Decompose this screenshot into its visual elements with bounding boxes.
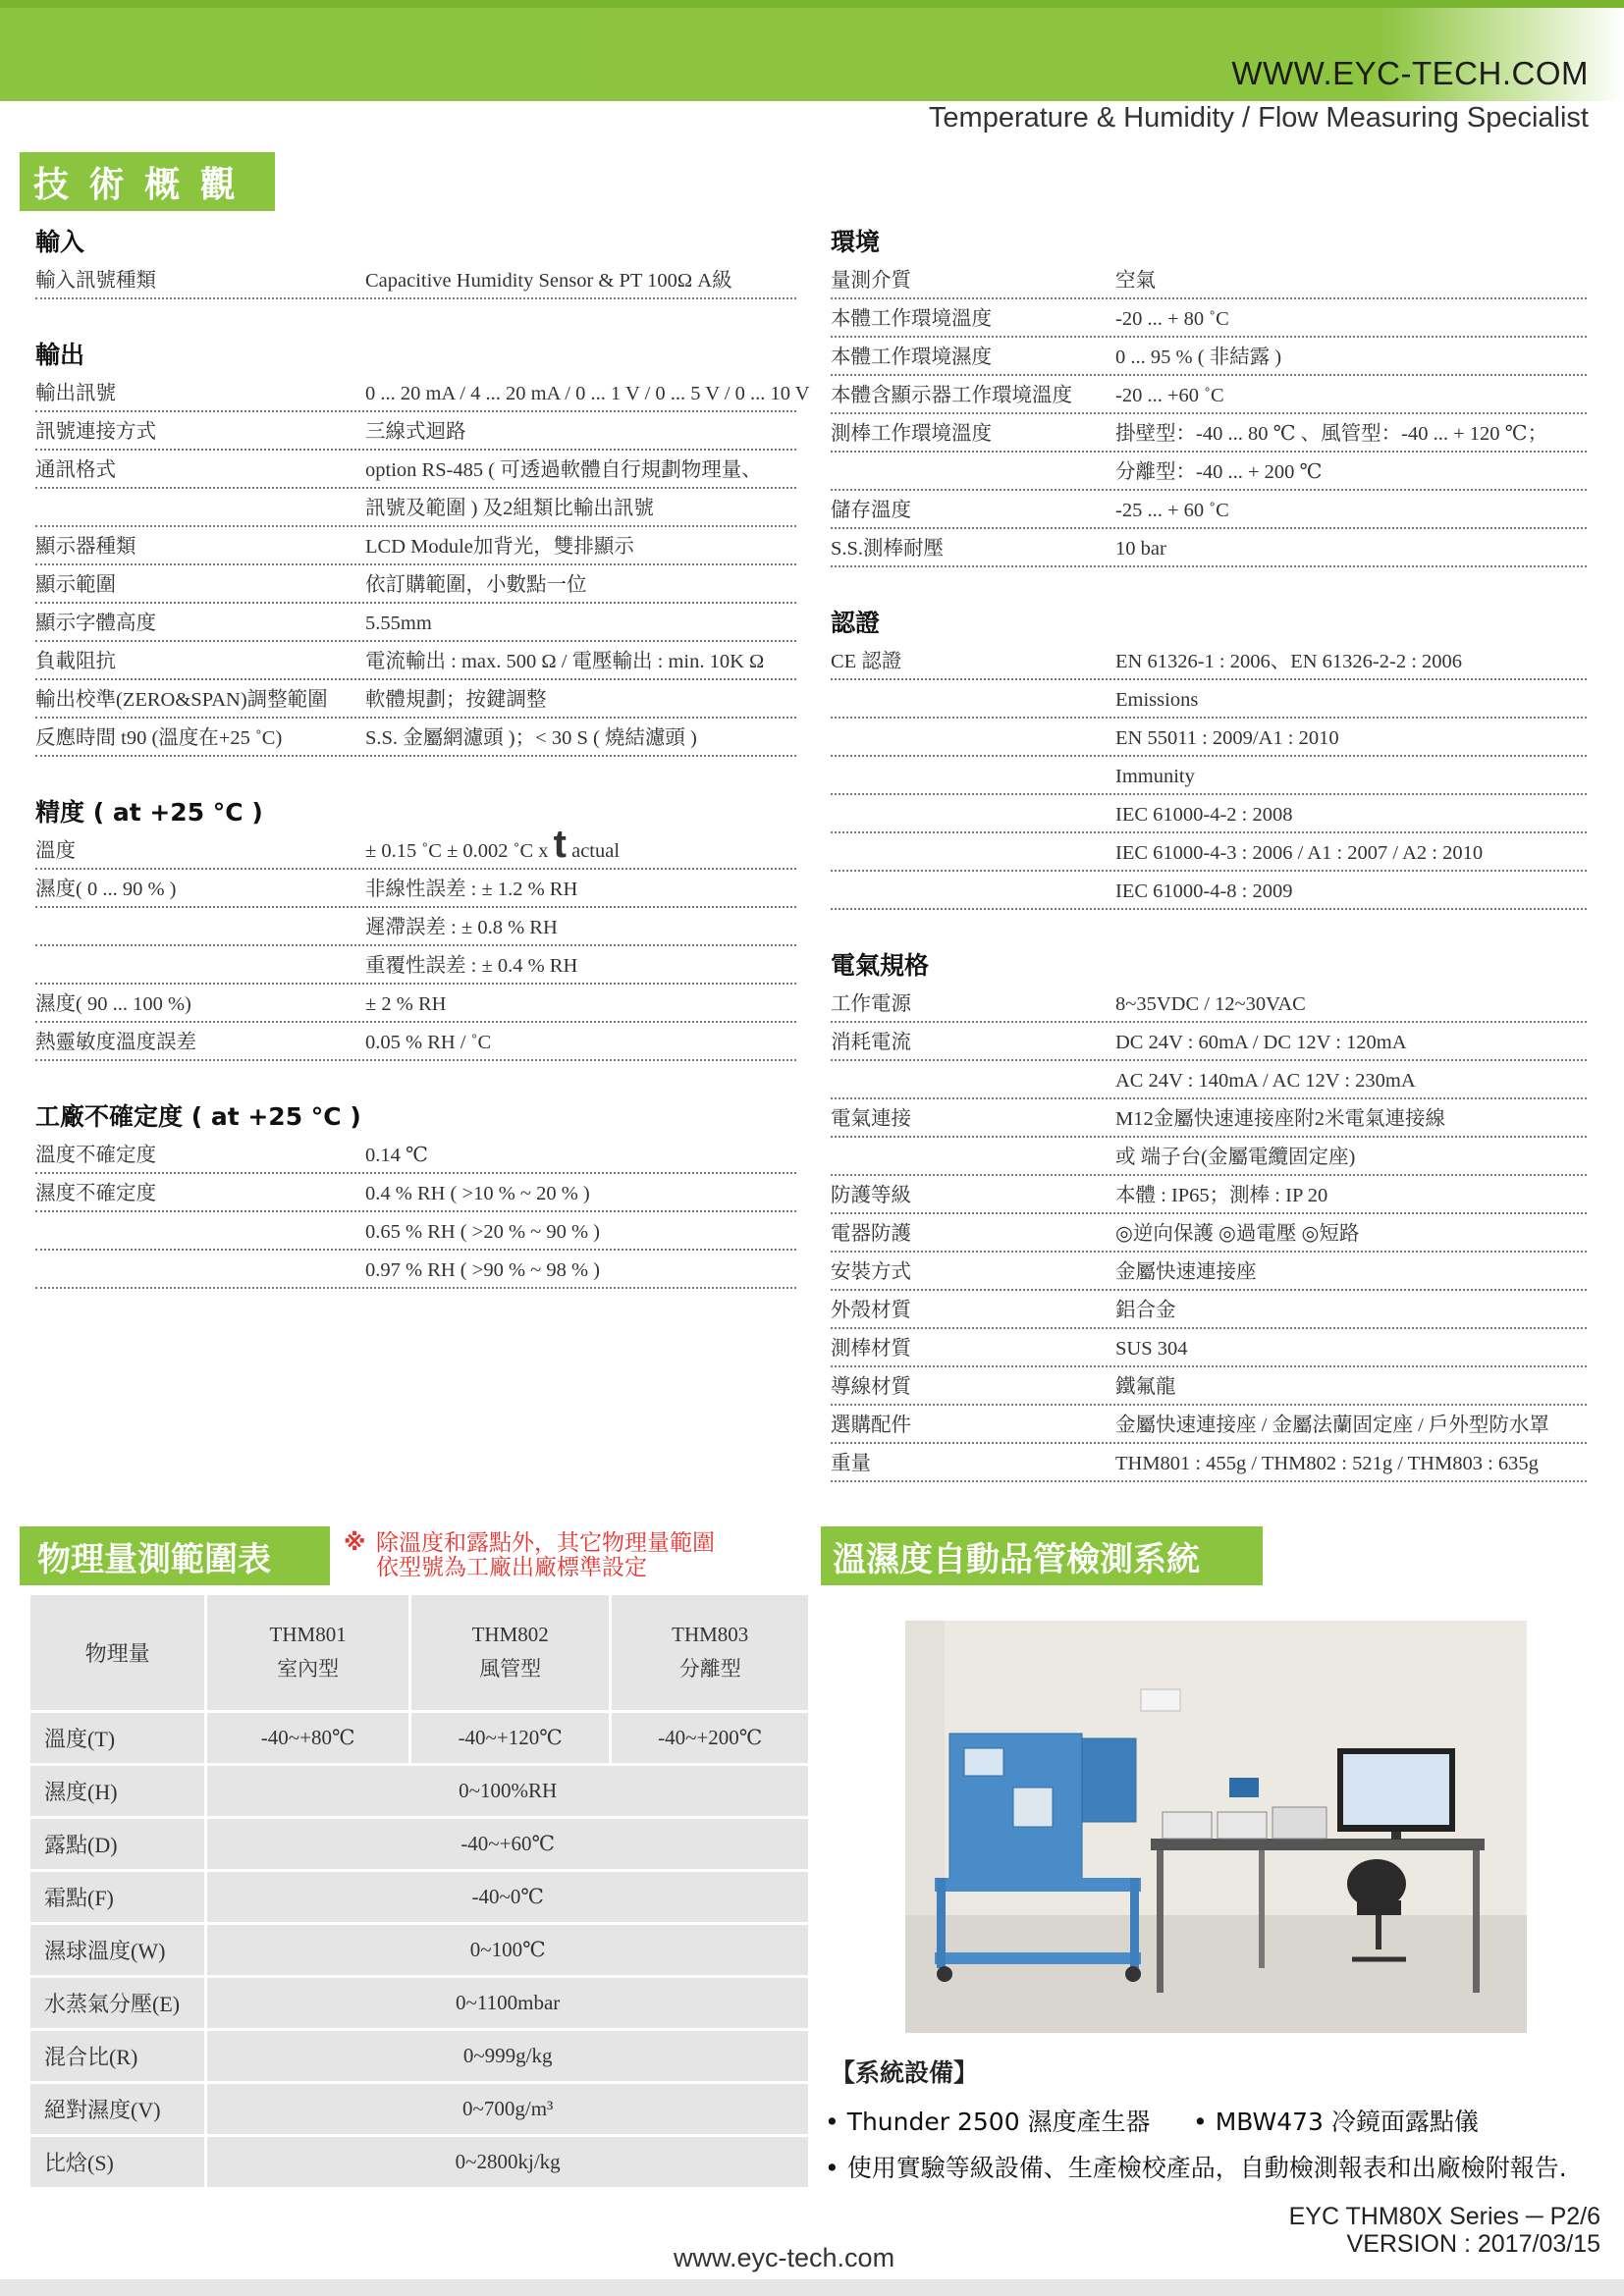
spec-group-accuracy xyxy=(35,794,796,1061)
group-title: 環境 xyxy=(831,228,881,256)
spec-key: 安裝方式 xyxy=(831,1261,911,1283)
spec-value: 空氣 xyxy=(1115,270,1156,292)
spec-row xyxy=(831,680,1587,719)
site-url[interactable]: WWW.EYC-TECH.COM xyxy=(1231,55,1589,91)
spec-value: 5.55mm xyxy=(365,613,432,634)
spacer xyxy=(831,910,1587,947)
spec-row xyxy=(831,1367,1587,1406)
note-line-1: 除溫度和露點外，其它物理量範圍 xyxy=(376,1530,715,1556)
range-row-label: 溫度(T) xyxy=(30,1713,204,1763)
spec-value: 訊號及範圍 ) 及2組類比輸出訊號 xyxy=(365,498,654,519)
spec-value: 10 bar xyxy=(1115,538,1166,560)
spec-value: -20 ... +60 ˚C xyxy=(1115,385,1224,406)
spacer xyxy=(831,567,1587,605)
group-rows xyxy=(35,261,796,299)
spec-key xyxy=(35,1212,365,1249)
spec-value: THM801 : 455g / THM802 : 521g / THM803 : 635g xyxy=(1115,1453,1539,1474)
tagline: Temperature & Humidity / Flow Measuring Specialist xyxy=(928,102,1589,133)
range-value: 0~100%RH xyxy=(207,1766,808,1816)
spec-key: 工作電源 xyxy=(831,993,911,1015)
spec-row xyxy=(831,261,1587,299)
spec-row xyxy=(831,719,1587,757)
spec-key xyxy=(35,946,365,983)
model-code: THM803 xyxy=(672,1623,749,1646)
footer-version: VERSION : 2017/03/15 xyxy=(1346,2230,1600,2258)
spec-key xyxy=(831,1061,1115,1097)
range-value: -40~0℃ xyxy=(207,1872,808,1922)
range-value: -40~+120℃ xyxy=(411,1713,610,1763)
spec-value: 0.97 % RH ( >90 % ~ 98 % ) xyxy=(365,1259,601,1281)
range-section-title-text: 物理量測範圍表 xyxy=(37,1539,271,1579)
spec-value: 軟體規劃；按鍵調整 xyxy=(365,689,547,711)
spec-key: 本體工作環境濕度 xyxy=(831,347,992,368)
spec-value-symbol: t xyxy=(553,823,567,866)
spec-key: 輸入訊號種類 xyxy=(35,270,156,292)
spec-value: 遲滯誤差 : ± 0.8 % RH xyxy=(365,917,558,938)
spec-value: 金屬快速連接座 xyxy=(1115,1261,1257,1283)
spec-value: 電流輸出 : max. 500 Ω / 電壓輸出 : min. 10K Ω xyxy=(365,651,765,672)
spec-row xyxy=(35,1212,796,1251)
spec-row xyxy=(831,1023,1587,1061)
spec-row xyxy=(35,680,796,719)
range-row xyxy=(30,1925,808,1975)
header-stripe xyxy=(0,0,1624,8)
spec-key: 輸出訊號 xyxy=(35,383,116,404)
range-row-label: 露點(D) xyxy=(30,1819,204,1869)
header-model-thm801 xyxy=(207,1595,408,1710)
note-line-2: 依型號為工廠出廠標準設定 xyxy=(376,1555,647,1580)
spec-value-pre: ± 0.15 ˚C ± 0.002 ˚C x xyxy=(365,840,554,862)
group-rows xyxy=(831,261,1587,567)
spec-key xyxy=(831,1138,1115,1174)
spec-row xyxy=(35,374,810,412)
tech-overview-title-text: 技 術 概 觀 xyxy=(33,164,240,205)
spec-value: IEC 61000-4-3 : 2006 / A1 : 2007 / A2 : 2010 xyxy=(1115,842,1484,864)
spec-key xyxy=(831,757,1115,793)
spec-row xyxy=(35,1174,796,1212)
spec-key: 顯示器種類 xyxy=(35,536,136,558)
spec-value: 鋁合金 xyxy=(1115,1300,1176,1321)
spec-key: 本體含顯示器工作環境溫度 xyxy=(831,385,1072,406)
spec-key: 電氣連接 xyxy=(831,1108,911,1130)
group-title: 精度 ( at +25 °C ) xyxy=(35,798,263,827)
group-rows xyxy=(35,823,796,1061)
spec-key xyxy=(831,795,1115,831)
spec-row xyxy=(831,757,1587,795)
spec-key: 顯示字體高度 xyxy=(35,613,156,634)
spec-value: ± 2 % RH xyxy=(365,993,447,1015)
spec-key: 測棒材質 xyxy=(831,1338,911,1360)
range-row-label: 霜點(F) xyxy=(30,1872,204,1922)
model-type: 室內型 xyxy=(277,1657,340,1681)
spec-row xyxy=(35,412,796,451)
spec-row xyxy=(831,1214,1587,1253)
spec-row xyxy=(831,414,1587,453)
group-title: 輸出 xyxy=(35,341,85,369)
range-value: 0~2800kj/kg xyxy=(207,2137,808,2187)
spec-value: 或 端子台(金屬電纜固定座) xyxy=(1115,1147,1356,1168)
spec-key xyxy=(831,833,1115,870)
group-title: 電氣規格 xyxy=(831,951,930,980)
spec-row xyxy=(35,1251,796,1289)
range-table-header xyxy=(30,1595,808,1710)
range-value: -40~+60℃ xyxy=(207,1819,808,1869)
spec-row xyxy=(831,491,1587,529)
spec-row xyxy=(35,908,796,946)
range-row xyxy=(30,2084,808,2134)
spec-group-electrical xyxy=(831,947,1587,1482)
group-title: 輸入 xyxy=(35,228,85,256)
spec-value: ◎逆向保護 ◎過電壓 ◎短路 xyxy=(1115,1223,1360,1245)
spec-key: 量測介質 xyxy=(831,270,911,292)
spec-row xyxy=(831,529,1587,567)
spec-value: 0 ... 20 mA / 4 ... 20 mA / 0 ... 1 V / 0 ... 5 V / 0 ... 10 V xyxy=(365,383,810,404)
spec-key: 外殼材質 xyxy=(831,1300,911,1321)
spec-value: AC 24V : 140mA / AC 12V : 230mA xyxy=(1115,1070,1416,1092)
spacer xyxy=(35,299,796,337)
spec-value: IEC 61000-4-8 : 2009 xyxy=(1115,881,1293,902)
spec-key: 熱靈敏度溫度誤差 xyxy=(35,1032,196,1053)
spec-value: SUS 304 xyxy=(1115,1338,1188,1360)
footer-series: EYC THM80X Series ─ P2/6 xyxy=(1288,2203,1600,2230)
spec-row xyxy=(831,1061,1587,1099)
qc-section-title xyxy=(821,1526,1263,1585)
spec-row xyxy=(831,376,1587,414)
spec-value: 8~35VDC / 12~30VAC xyxy=(1115,993,1306,1015)
spec-row xyxy=(35,870,796,908)
spec-key: 溫度 xyxy=(35,840,76,862)
spec-value xyxy=(365,823,796,868)
spec-value: -25 ... + 60 ˚C xyxy=(1115,500,1229,521)
spec-value: 重覆性誤差 : ± 0.4 % RH xyxy=(365,955,578,977)
header-model-thm803 xyxy=(612,1595,808,1710)
spec-row xyxy=(35,527,796,565)
spec-value: 0.65 % RH ( >20 % ~ 90 % ) xyxy=(365,1221,601,1243)
spec-row xyxy=(831,833,1587,872)
spec-key: 儲存溫度 xyxy=(831,500,911,521)
spec-row xyxy=(831,299,1587,338)
spec-value: option RS-485 ( 可透過軟體自行規劃物理量、 xyxy=(365,459,762,481)
spec-key: 濕度不確定度 xyxy=(35,1183,156,1204)
range-row-label: 比焓(S) xyxy=(30,2137,204,2187)
spec-value: Immunity xyxy=(1115,766,1195,787)
spec-row xyxy=(35,261,796,299)
spec-row xyxy=(831,1138,1587,1176)
spec-key: 本體工作環境溫度 xyxy=(831,308,992,330)
qc-lab-photo xyxy=(905,1621,1527,2033)
equip-title: 【系統設備】 xyxy=(831,2058,979,2087)
spec-value: 分離型：-40 ... + 200 ℃ xyxy=(1115,461,1323,483)
model-code: THM802 xyxy=(471,1623,549,1646)
range-row-label: 濕球溫度(W) xyxy=(30,1925,204,1975)
range-row-label: 水蒸氣分壓(E) xyxy=(30,1978,204,2028)
group-rows xyxy=(831,985,1587,1482)
spec-row xyxy=(831,1444,1587,1482)
spec-value: 0.4 % RH ( >10 % ~ 20 % ) xyxy=(365,1183,590,1204)
spec-key: 選購配件 xyxy=(831,1415,911,1436)
spec-group-certification xyxy=(831,605,1587,910)
range-row-label: 絕對濕度(V) xyxy=(30,2084,204,2134)
spec-row xyxy=(831,872,1587,910)
spec-key xyxy=(831,680,1115,717)
qc-section-title-text: 溫濕度自動品管檢測系統 xyxy=(833,1539,1200,1579)
range-row xyxy=(30,2137,808,2187)
range-row xyxy=(30,1766,808,1816)
spec-key: 輸出校準(ZERO&SPAN)調整範圍 xyxy=(35,689,328,711)
spec-key xyxy=(35,489,365,525)
equip-bullet-report: • 使用實驗等級設備、生產檢校產品，自動檢測報表和出廠檢附報告. xyxy=(825,2154,1567,2182)
spec-row xyxy=(35,642,796,680)
spec-key xyxy=(35,908,365,944)
range-row-label: 混合比(R) xyxy=(30,2031,204,2081)
spec-row xyxy=(35,719,796,757)
spec-value-post: actual xyxy=(566,840,621,862)
spec-key: 溫度不確定度 xyxy=(35,1145,156,1166)
spec-key: 濕度( 90 ... 100 %) xyxy=(35,993,191,1015)
spec-value: S.S. 金屬網濾頭 )；< 30 S ( 燒結濾頭 ) xyxy=(365,727,697,749)
spec-row xyxy=(831,1291,1587,1329)
spec-value: 三線式迴路 xyxy=(365,421,466,443)
left-spec-column xyxy=(35,224,810,1289)
lab-illustration xyxy=(905,1621,1527,2033)
footer-url[interactable]: www.eyc-tech.com xyxy=(674,2243,895,2272)
range-value: 0~700g/m³ xyxy=(207,2084,808,2134)
group-title: 認證 xyxy=(831,609,881,637)
equip-bullet-mbw: • MBW473 冷鏡面露點儀 xyxy=(1193,2108,1479,2136)
spec-value: 0.14 ℃ xyxy=(365,1145,428,1166)
spacer xyxy=(35,1061,796,1098)
right-spec-column xyxy=(831,224,1587,1482)
spec-key: 導線材質 xyxy=(831,1376,911,1398)
spec-row xyxy=(831,453,1587,491)
spec-value: 依訂購範圍，小數點一位 xyxy=(365,574,587,596)
spec-key: 重量 xyxy=(831,1453,871,1474)
spec-value: 非線性誤差 : ± 1.2 % RH xyxy=(365,879,578,900)
range-row xyxy=(30,1978,808,2028)
spec-row xyxy=(831,1253,1587,1291)
model-type: 分離型 xyxy=(678,1657,741,1681)
spec-row xyxy=(831,795,1587,833)
spec-key xyxy=(831,872,1115,908)
range-value: 0~999g/kg xyxy=(207,2031,808,2081)
spec-key: 反應時間 t90 (溫度在+25 ˚C) xyxy=(35,727,283,749)
spec-row xyxy=(831,1099,1587,1138)
spec-key: 電器防護 xyxy=(831,1223,911,1245)
group-rows xyxy=(35,1136,796,1289)
spec-key: 負載阻抗 xyxy=(35,651,116,672)
spec-key xyxy=(831,719,1115,755)
group-rows xyxy=(35,374,810,757)
spec-group-input xyxy=(35,224,796,299)
spec-row xyxy=(35,946,796,985)
header-label: 物理量 xyxy=(30,1595,204,1710)
spec-key: 顯示範圍 xyxy=(35,574,116,596)
spec-key: 濕度( 0 ... 90 % ) xyxy=(35,879,177,900)
spec-value: LCD Module加背光，雙排顯示 xyxy=(365,536,634,558)
spec-row xyxy=(831,1329,1587,1367)
spec-row xyxy=(831,1406,1587,1444)
spec-value: 0 ... 95 % ( 非結露 ) xyxy=(1115,347,1282,368)
spec-group-uncertainty xyxy=(35,1098,796,1289)
spec-group-output xyxy=(35,337,810,757)
range-value: -40~+200℃ xyxy=(612,1713,808,1763)
spec-key xyxy=(831,453,1115,489)
spec-row xyxy=(35,451,796,489)
model-type: 風管型 xyxy=(479,1657,542,1681)
spec-key: 防護等級 xyxy=(831,1185,911,1206)
spec-value: 金屬快速連接座 / 金屬法蘭固定座 / 戶外型防水罩 xyxy=(1115,1415,1549,1436)
spec-row xyxy=(35,823,796,870)
note-mark: ※ xyxy=(344,1530,366,1556)
spec-value: Capacitive Humidity Sensor & PT 100Ω A級 xyxy=(365,270,732,292)
spec-row xyxy=(831,985,1587,1023)
range-value: 0~1100mbar xyxy=(207,1978,808,2028)
group-title: 工廠不確定度 ( at +25 °C ) xyxy=(35,1102,361,1131)
spec-value: IEC 61000-4-2 : 2008 xyxy=(1115,804,1293,826)
range-row xyxy=(30,1872,808,1922)
range-value: -40~+80℃ xyxy=(207,1713,408,1763)
model-code: THM801 xyxy=(269,1623,347,1646)
spec-row xyxy=(35,489,796,527)
range-section-title xyxy=(20,1526,330,1585)
spec-value: -20 ... + 80 ˚C xyxy=(1115,308,1229,330)
spec-row xyxy=(35,1136,796,1174)
spec-row xyxy=(35,985,796,1023)
range-note xyxy=(344,1531,715,1580)
spec-key: S.S.測棒耐壓 xyxy=(831,538,945,560)
spec-row xyxy=(35,565,796,604)
spec-value: DC 24V : 60mA / DC 12V : 120mA xyxy=(1115,1032,1407,1053)
spec-row xyxy=(831,642,1587,680)
range-row xyxy=(30,1713,808,1763)
range-row xyxy=(30,1819,808,1869)
equip-bullet-thunder: • Thunder 2500 濕度產生器 xyxy=(825,2108,1151,2136)
spec-row xyxy=(831,1176,1587,1214)
range-row-label: 濕度(H) xyxy=(30,1766,204,1816)
spec-key: 訊號連接方式 xyxy=(35,421,156,443)
spec-key xyxy=(35,1251,365,1287)
spec-row xyxy=(35,1023,796,1061)
spec-key: CE 認證 xyxy=(831,651,902,672)
spec-value: 鐵氟龍 xyxy=(1115,1376,1176,1398)
range-table xyxy=(27,1592,811,2190)
spec-group-environment xyxy=(831,224,1587,567)
spec-row xyxy=(35,604,796,642)
spec-value: 本體 : IP65；測棒 : IP 20 xyxy=(1115,1185,1328,1206)
range-table-body xyxy=(30,1713,808,2187)
group-rows xyxy=(831,642,1587,910)
spacer xyxy=(35,757,796,794)
spec-value: 掛壁型：-40 ... 80 ℃ 、風管型：-40 ... + 120 ℃； xyxy=(1115,423,1548,445)
spec-value: 0.05 % RH / ˚C xyxy=(365,1032,492,1053)
header-model-thm802 xyxy=(411,1595,610,1710)
spec-key: 測棒工作環境溫度 xyxy=(831,423,992,445)
range-value: 0~100℃ xyxy=(207,1925,808,1975)
range-row xyxy=(30,2031,808,2081)
spec-value: M12金屬快速連接座附2米電氣連接線 xyxy=(1115,1108,1445,1130)
spec-value: EN 55011 : 2009/A1 : 2010 xyxy=(1115,727,1339,749)
spec-value: EN 61326-1 : 2006、EN 61326-2-2 : 2006 xyxy=(1115,651,1463,672)
spec-row xyxy=(831,338,1587,376)
spec-value: Emissions xyxy=(1115,689,1199,711)
spec-key: 消耗電流 xyxy=(831,1032,911,1053)
footer-bar xyxy=(0,2279,1624,2296)
tech-overview-title xyxy=(20,152,275,211)
spec-key: 通訊格式 xyxy=(35,459,116,481)
